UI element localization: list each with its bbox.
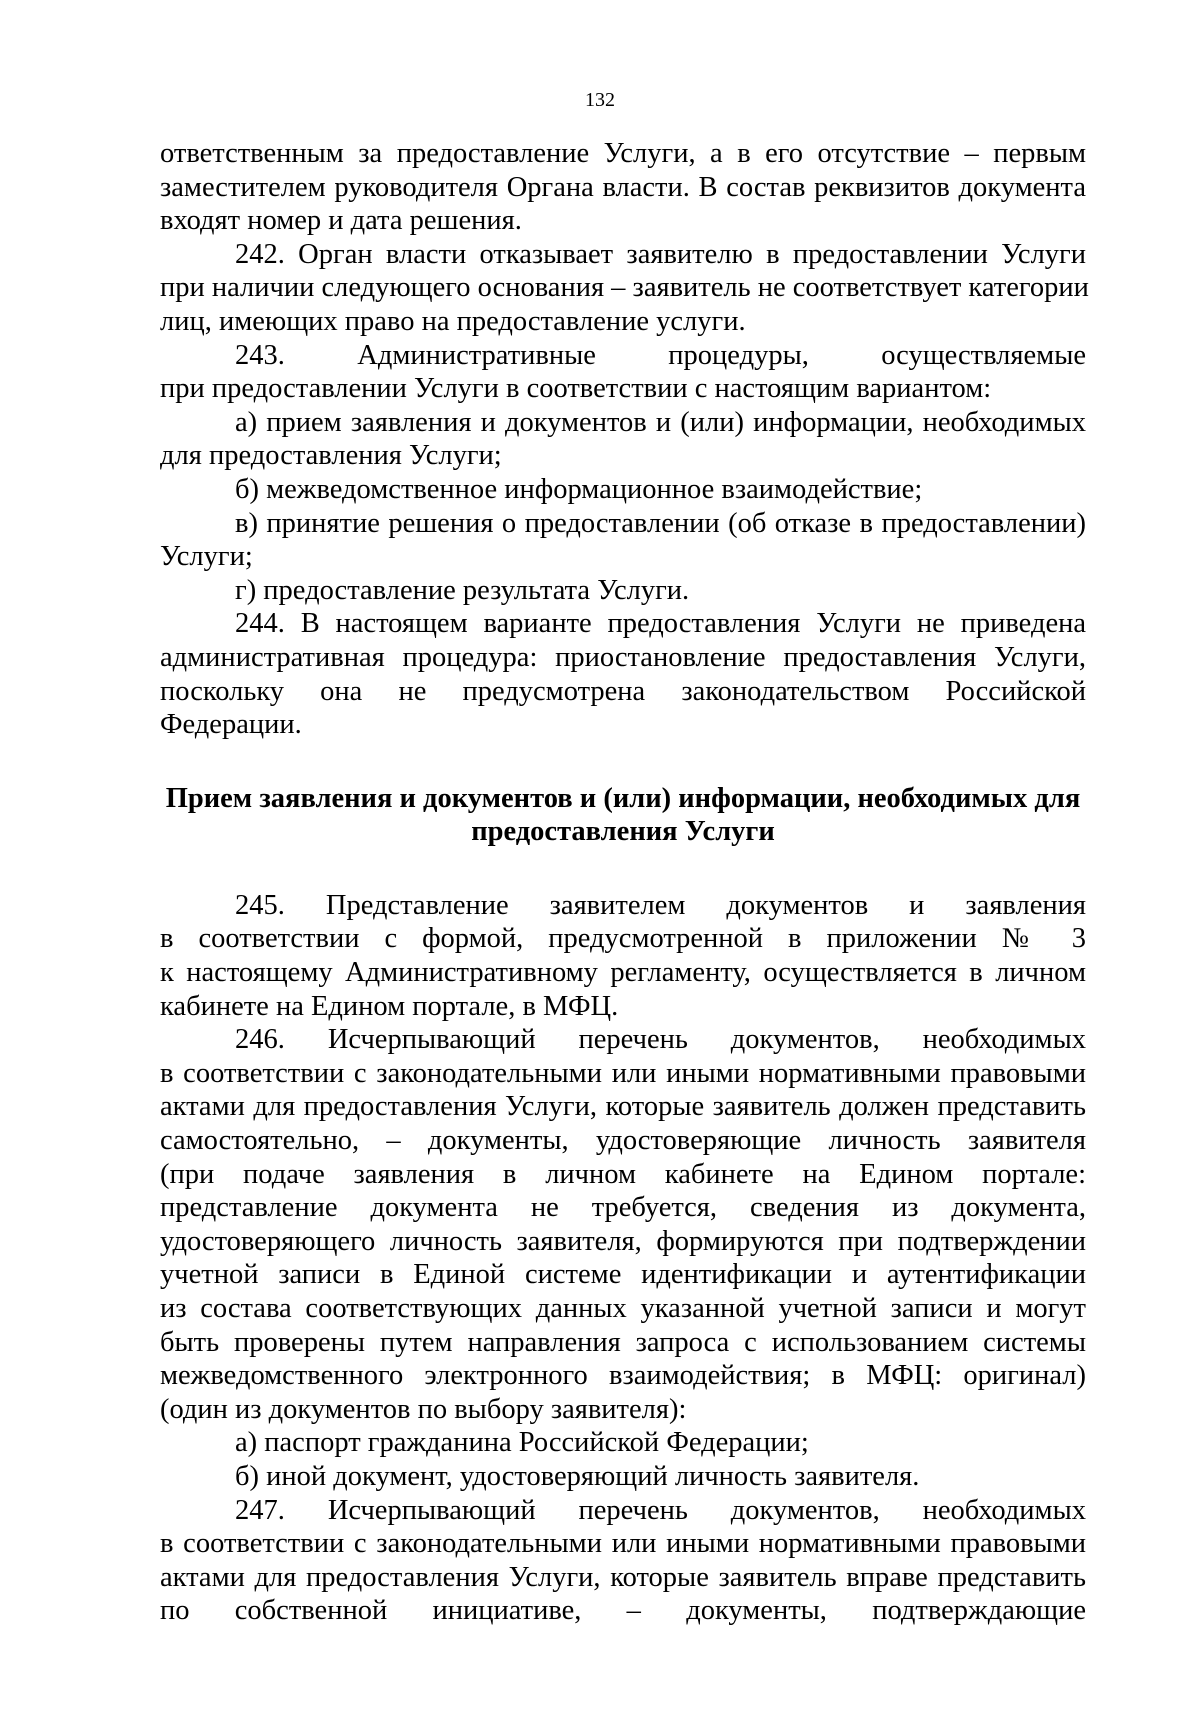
text-line: административная процедура: приостановление предоставления Услуги, (160, 641, 1086, 673)
text-line: а) прием заявления и документов и (или) информации, необходимых (235, 406, 1086, 438)
text-line: заместителем руководителя Органа власти. В состав реквизитов документа (160, 171, 1086, 203)
text-line: (один из документов по выбору заявителя): (160, 1393, 687, 1425)
text-line: для предоставления Услуги; (160, 440, 502, 472)
text-line: быть проверены путем направления запроса с использованием системы (160, 1326, 1086, 1358)
text-line: 247. Исчерпывающий перечень документов, необходимых (235, 1494, 1086, 1526)
list-item-g (160, 574, 1086, 608)
list-item-a (160, 406, 1086, 473)
paragraph-246 (160, 1023, 1086, 1426)
document-body (160, 137, 1089, 1628)
section-heading (160, 782, 1086, 849)
text-line: а) паспорт гражданина Российской Федерации; (235, 1427, 809, 1459)
list-item-246-a (160, 1426, 1086, 1460)
text-line: ответственным за предоставление Услуги, а в его отсутствие – первым (160, 138, 1086, 169)
heading-line: Прием заявления и документов и (или) информации, необходимых для (165, 782, 1081, 814)
text-line: лиц, имеющих право на предоставление услуги. (160, 305, 746, 337)
text-line: учетной записи в Единой системе идентификации и аутентификации (160, 1259, 1086, 1291)
text-line: 246. Исчерпывающий перечень документов, необходимых (235, 1024, 1086, 1056)
text-line: 245. Представление заявителем документов и заявления (235, 889, 1086, 921)
text-line: к настоящему Административному регламенту, осуществляется в личном (160, 957, 1086, 989)
text-line: 244. В настоящем варианте предоставления Услуги не приведена (235, 608, 1086, 640)
paragraph-244 (160, 607, 1086, 741)
text-line: при предоставлении Услуги в соответствии с настоящим вариантом: (160, 373, 992, 405)
text-line: 243. Административные процедуры, осуществляемые (235, 339, 1086, 371)
text-line: самостоятельно, – документы, удостоверяющие личность заявителя (160, 1125, 1086, 1157)
text-line: в соответствии с формой, предусмотренной в приложении № 3 (160, 923, 1086, 955)
text-line: поскольку она не предусмотрена законодательством Российской (160, 675, 1086, 707)
text-line: б) межведомственное информационное взаимодействие; (235, 473, 923, 505)
text-line: входят номер и дата решения. (160, 205, 522, 237)
text-line: (при подаче заявления в личном кабинете на Едином портале: (160, 1158, 1086, 1190)
text-line: Федерации. (160, 709, 302, 741)
text-line: удостоверяющего личность заявителя, формируются при подтверждении (160, 1225, 1086, 1257)
page-number: 132 (585, 89, 615, 111)
text-line: в) принятие решения о предоставлении (об отказе в предоставлении) (235, 507, 1086, 539)
text-line: из состава соответствующих данных указанной учетной записи и могут (160, 1293, 1086, 1324)
text-line: г) предоставление результата Услуги. (235, 574, 690, 606)
list-item-v (160, 507, 1086, 574)
text-line: представление документа не требуется, сведения из документа, (160, 1192, 1086, 1224)
text-line: межведомственного электронного взаимодействия; в МФЦ: оригинал) (160, 1360, 1086, 1392)
paragraph-247 (160, 1494, 1086, 1628)
text-line: 242. Орган власти отказывает заявителю в предоставлении Услуги (235, 238, 1086, 270)
list-item-b (160, 473, 1086, 507)
text-line: Услуги; (160, 541, 253, 573)
text-line: при наличии следующего основания – заявитель не соответствует категории (160, 272, 1089, 304)
paragraph-243 (160, 339, 1086, 406)
text-line: актами для предоставления Услуги, которые заявитель должен представить (160, 1091, 1086, 1123)
text-line: актами для предоставления Услуги, которые заявитель вправе представить (160, 1561, 1086, 1593)
list-item-246-b (160, 1460, 1086, 1494)
paragraph-242 (160, 238, 1089, 339)
paragraph-245 (160, 889, 1086, 1023)
text-line: б) иной документ, удостоверяющий личность заявителя. (235, 1460, 920, 1492)
heading-line: предоставления Услуги (471, 816, 775, 848)
text-line: в соответствии с законодательными или иными нормативными правовыми (160, 1528, 1086, 1560)
text-line: по собственной инициативе, – документы, подтверждающие (160, 1595, 1086, 1627)
paragraph-241-continuation (160, 137, 1086, 238)
text-line: кабинете на Едином портале, в МФЦ. (160, 990, 619, 1022)
text-line: в соответствии с законодательными или иными нормативными правовыми (160, 1057, 1086, 1089)
